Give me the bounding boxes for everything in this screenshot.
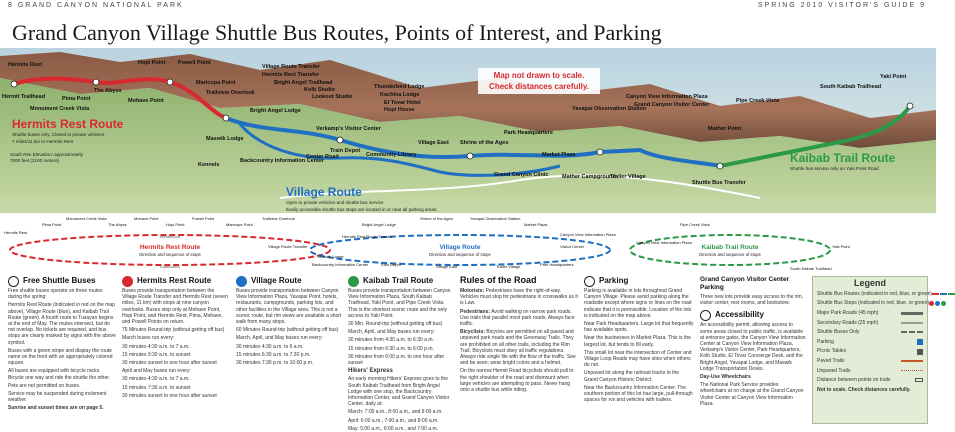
map-legend: Legend Shuttle Bus Routes (indicated in red, blue, or green) Shuttle Bus Stops (indicated in red, blue, or green) Major Park Roads (45 mph) Secondary Roads (25 mph) Shuttle Buses Only Parking Picnic Tables Paved Trails Unpaved Trails Distance between points on trails Not to scale. Check distances carefully. [812, 276, 928, 424]
hermits-route-column: Hermits Rest Route Buses provide transportation between the Village Route Transfer and Hermits Rest (seven miles, 11 km) with stops at nine canyon overlooks. Buses stop only at Mohave Point, Hopi Point, and Hermits Rest, Pima, Mohave, and Powell Points on return. 75 Minutes Round-trip (without getting off bus) March buses run every: 30 minutes 4:30 a.m. to 7 a.m. 15 minutes 9:30 a.m. to sunset 30 minutes sunset to one hour after sunset April and May buses run every: 30 minutes 4:30 a.m. to 7 a.m. 15 minutes 7:30 a.m. to sunset 30 minutes sunset to one hour after sunset [122, 276, 228, 399]
map-place-label: Hermit Trailhead [2, 94, 46, 100]
info-panel [0, 272, 936, 432]
diagram-stop-label: Yaki Point [832, 244, 850, 249]
legend-row: Not to scale. Check distances carefully. [817, 386, 911, 393]
map-place-label: Trailer Village [610, 174, 646, 180]
red-route-icon [122, 276, 133, 287]
kaibab-route-column: Kaibab Trail Route Buses provide transportation between Canyon View Information Plaza, South Kaibab Trailhead, Yaki Point, and Pipe Creek Vista. This is the shortest scenic route and the only access to Yaki Point. 30 Min. Round-trip (without getting off bus) March, April, and May buses run every: 30 minutes from 4:30 a.m. to 6:30 a.m. 15 minutes from 6:30 a.m. to 6:00 p.m. 30 minutes from 6:00 p.m. to one hour after sunset Hikers' Express An early morning Hikers' Express goes to the South Kaibab Trailhead from Bright Angel Lodge with one stop, the Backcountry Information Center, and Grand Canyon Visitor Center, daily at: March: 7:00 a.m., 8:00 a.m., and 9:00 a.m. April: 6:00 a.m., 7:00 a.m., and 8:00 a.m. May: 5:00 a.m., 6:00 a.m., and 7:00 a.m. [348, 276, 451, 432]
diagram-stop-label: Yavapai Observation Station [470, 216, 521, 221]
bus-stop-marker[interactable] [907, 103, 913, 109]
diagram-stop-label: Canyon View Information Plaza [560, 232, 616, 237]
shuttle-bus-icon [8, 276, 19, 287]
unpaved-trail-swatch [901, 370, 923, 371]
diagram-stop-label: South Kaibab Trailhead [790, 266, 832, 271]
diagram-stop-label: Backcountry Information Center [312, 262, 369, 267]
legend-row: Picnic Tables [817, 347, 923, 357]
map-place-label: Kolb Studio [304, 87, 335, 93]
svg-text:Hermits Rest Route: Hermits Rest Route [139, 244, 201, 251]
bus-stop-marker[interactable] [167, 79, 173, 85]
svg-text:Direction and sequence of stop: Direction and sequence of stops [429, 252, 491, 257]
svg-text:Easily accessible shuttle bus: Easily accessible shuttle bus stops are located in or near all parking areas. [286, 207, 438, 212]
blue-route-icon [236, 276, 247, 287]
map-place-label: Hopi House [384, 107, 415, 113]
legend-row: Shuttle Bus Routes (indicated in red, blue, or green) [817, 289, 923, 299]
map-place-label: Bright Angel Trailhead [274, 80, 333, 86]
map-place-label: Lookout Studio [312, 94, 353, 100]
shuttle-map [0, 48, 936, 272]
route-diagram-background [0, 213, 936, 272]
scale-warning-box [478, 68, 600, 94]
map-place-label: Center Road [306, 154, 339, 160]
map-place-label: Hermits Rest [8, 62, 42, 68]
map-place-label: Thunderbird Lodge [374, 84, 425, 90]
map-place-label: Canyon View Information Plaza [626, 94, 708, 100]
header-right: SPRING 2010 VISITOR'S GUIDE 9 [757, 2, 926, 9]
diagram-stop-label: Train Depot [380, 262, 401, 267]
map-place-label: Kachina Lodge [380, 92, 420, 98]
diagram-stop-label: Village East [436, 264, 458, 269]
map-place-label: South Kaibab Trailhead [820, 84, 882, 90]
diagram-stop-label: Monument Creek Vista [66, 216, 107, 221]
map-place-label: Kennels [198, 162, 220, 168]
map-place-label: Maricopa Point [196, 80, 236, 86]
svg-text:Shuttle buses only. Closed to: Shuttle buses only. Closed to private vehicles. [12, 132, 106, 137]
svg-text:Direction and sequence of stop: Direction and sequence of stops [139, 252, 201, 257]
map-place-label: Village Route Transfer [262, 64, 320, 70]
map-place-label: Shrine of the Ages [460, 140, 509, 146]
header-left: 8 GRAND CANYON NATIONAL PARK [8, 2, 184, 9]
svg-text:Hermits Rest Route: Hermits Rest Route [12, 117, 124, 131]
diagram-stop-label: Park Headquarters [540, 262, 574, 267]
map-place-label: Verkamp's Visitor Center [316, 126, 381, 132]
scale-note-line-1: Map not drawn to scale. [493, 71, 585, 80]
scale-note-line-2: Check distances carefully. [489, 82, 589, 91]
map-place-label: The Abyss [94, 88, 122, 94]
accessibility-icon [700, 310, 711, 321]
svg-text:Kaibab Trail Route: Kaibab Trail Route [790, 151, 896, 165]
map-place-label: Pipe Creek Vista [736, 98, 780, 104]
diagram-stop-label: Powell Point [192, 216, 215, 221]
legend-row: Major Park Roads (45 mph) [817, 308, 923, 318]
svg-text:Westbound: Westbound [159, 234, 181, 239]
bus-stop-marker[interactable] [337, 137, 343, 143]
major-road-swatch [901, 312, 923, 315]
parking-icon [584, 276, 595, 287]
diagram-stop-label: Bright Angel Lodge [362, 222, 396, 227]
green-route-swatch [948, 293, 955, 295]
bus-stop-marker[interactable] [11, 81, 17, 87]
diagram-stop-label: Canyon View Information Plaza [636, 240, 692, 245]
svg-text:Open to private vehicles and s: Open to private vehicles and shuttle bus service. [286, 200, 385, 205]
secondary-road-swatch [901, 322, 923, 324]
diagram-stop-label: Hopi Point [166, 222, 185, 227]
visitor-center-column: Grand Canyon Visitor Center Parking Three new lots provide easy access to the rim, visitor center, rest rooms, and bookstore. Accessibility An accessibility permit, allowing access to some areas closed to public traffic, is available at entrance gates, the Canyon View Information Center at Canyon View Information Plaza, Verkamp's Visitor Center, Park Headquarters, Kolb Studio, El Tovar Concierge Desk, and the Bright Angel, Yavapai Lodge, and Maswik Lodge Transportation Desks. Day-Use Wheelchairs The National Park Service provides wheelchairs at no charge at the Grand Canyon Visitor Center at Canyon View Information Plaza. [700, 276, 806, 407]
legend-row: Paved Trails [817, 356, 923, 366]
diagram-stop-label: Shrine of the Ages [420, 216, 453, 221]
map-place-label: Maswik Lodge [206, 136, 244, 142]
diagram-stop-label: Maricopa Point [226, 222, 253, 227]
red-route-swatch [932, 293, 939, 295]
svg-text:Eastbound: Eastbound [160, 264, 180, 269]
bus-stop-marker[interactable] [717, 163, 723, 169]
map-place-label: Yavapai Observation Station [572, 106, 647, 112]
legend-row: Secondary Roads (25 mph) [817, 318, 923, 328]
legend-row: Unpaved Trails [817, 366, 923, 376]
map-place-label: Train Depot [330, 148, 361, 154]
svg-text:Village Route: Village Route [286, 185, 362, 199]
map-place-label: Bright Angel Lodge [250, 108, 301, 114]
page-title: Grand Canyon Village Shuttle Bus Routes, Points of Interest, and Parking [12, 20, 662, 45]
diagram-stop-label: Hermits Rest [4, 230, 28, 235]
diagram-stop-label: Pima Point [42, 222, 62, 227]
green-route-icon [348, 276, 359, 287]
diagram-stop-label: Mohave Point [134, 216, 159, 221]
diagram-stop-label: Maswik Lodge [318, 254, 344, 259]
map-place-label: Community Library [366, 152, 417, 158]
parking-column: Parking Parking is available in lots throughout Grand Canyon Village. Please avoid parking along the roadside except where signs or lines on the road indicate that it is permissible. Location of the lots is indicated on the map above. Near Park Headquarters. Large lot that frequently has available spots. Near the businesses in Market Plaza. This is the largest lot, but tends to fill early. This small lot near the intersection of Center and Village Loop Roads may have sites when others do not. Unpaved lot along the railroad tracks in the Grand Canyon Historic District. Near the Backcountry Information Center. The southern portion of this lot has large, pull-through spaces for rvs and vehicles with trailers. [584, 276, 694, 404]
svg-text:Direction and sequence of stop: Direction and sequence of stops [699, 252, 761, 257]
distance-marker-icon [915, 378, 923, 382]
diagram-stop-label: Village Route Transfer [268, 244, 308, 249]
map-place-label: Monument Creek Vista [30, 106, 90, 112]
map-place-label: Hermits Rest Transfer [262, 72, 320, 78]
svg-text:Village Route: Village Route [439, 244, 481, 251]
diagram-stop-label: Trailer Village [496, 264, 521, 269]
diagram-stop-label: Visitor Center [560, 244, 585, 249]
diagram-stop-label: The Abyss [108, 222, 127, 227]
diagram-stop-label: Hermits Rest Route Transfer [342, 234, 393, 239]
map-place-label: Grand Canyon Clinic [494, 172, 549, 178]
page-header [0, 0, 936, 12]
legend-row: Shuttle Bus Stops (indicated in red, blue, or green) [817, 299, 923, 309]
map-place-label: Yaki Point [880, 74, 907, 80]
map-place-label: Village East [418, 140, 449, 146]
map-place-label: Mather Point [708, 126, 742, 132]
map-place-label: Hopi Point [138, 60, 166, 66]
paved-trail-swatch [901, 360, 923, 362]
diagram-stop-label: Pipe Creek Vista [680, 222, 710, 227]
map-place-label: Pima Point [62, 96, 91, 102]
svg-text:Shuttle bus service only on Ya: Shuttle bus service only on Yaki Point Road [790, 166, 879, 171]
map-place-label: Market Plaza [542, 152, 576, 158]
bus-stop-marker[interactable] [597, 149, 603, 155]
legend-row: Parking [817, 337, 923, 347]
green-stop-icon [941, 301, 946, 306]
bus-stop-marker[interactable] [93, 79, 99, 85]
rim-elevation-line-2: 7000 feet (2100 meters) [10, 158, 60, 163]
legend-row: Distance between points on trails [817, 376, 923, 386]
rim-elevation-line-1: South Rim Elevation: approximately [10, 152, 83, 157]
free-shuttle-column: Free Shuttle Buses Free shuttle buses operate on three routes during the spring: Hermits Rest Route (indicated in red on the map above), Village Route (blue), and Kaibab Trail Route (green). A fourth route to Tusayan begins at the end of May. The routes intersect, but do not overlap. No tickets are required, and bus stops are clearly marked by signs with the above symbol. Buses with a green stripe and display the route name on the front with an appropriately colored square. All buses are equipped with bicycle racks. Bicycle one way and ride the shuttle the other. Pets are not permitted on buses. Service may be suspended during inclement weather. Sunrise and sunset times are on page 5. [8, 276, 116, 412]
map-place-label: Mather Campground [562, 174, 616, 180]
blue-stop-icon [935, 301, 940, 306]
rules-column: Rules of the Road Motorists: Pedestrians have the right-of-way. Vehicles must stop for pedestrians in crosswalks as it is Law. Pedestrians: Avoid walking on narrow park roads. Use trails that parallel most park roads. Always face traffic. Bicyclists: Bicycles are permitted on all paved and unpaved park roads and the Greenway Trails. They are prohibited on all other trails, including the Rim Trail. Bicyclists must obey all traffic regulations. Always ride single file with the flow of the traffic. See and be seen; wear bright colors and a helmet. On the narrow Hermit Road bicyclists should pull to the right shoulder of the road and dismount when large vehicles are attempting to pass. Never hang onto a shuttle bus while riding. [460, 275, 578, 394]
map-place-label: Park Headquarters [504, 130, 553, 136]
red-stop-icon [929, 301, 934, 306]
map-place-label: El Tovar Hotel [384, 100, 421, 106]
bus-stop-marker[interactable] [223, 115, 229, 121]
svg-text:Kaibab Trail Route: Kaibab Trail Route [701, 244, 759, 251]
picnic-table-icon [917, 349, 923, 355]
village-route-column: Village Route Buses provide transportation between Canyon View Information Plaza, Yavapai Point, hotels, restaurants, campgrounds, parking lots, and other facilities in the Village area. This is not a scenic route, but rim views are available a short walk from many stops. 60 Minutes Round-trip (without getting off bus) March, April, and May buses run every: 30 minutes 4:30 a.m. to 6 a.m. 15 minutes 6:30 a.m. to 7:30 p.m. 30 minutes 7:30 p.m. to 10:00 p.m. [236, 276, 342, 367]
parking-icon [917, 339, 923, 345]
map-place-label: Backcountry Information Center [240, 158, 325, 164]
map-place-label: Mohave Point [128, 98, 164, 104]
blue-route-swatch [940, 293, 947, 295]
map-place-label: Trailview Overlook [206, 90, 255, 96]
diagram-stop-label: Trailview Overlook [262, 216, 295, 221]
bus-only-road-swatch [901, 331, 923, 333]
diagram-stop-label: Market Plaza [524, 222, 548, 227]
bus-stop-marker[interactable] [467, 153, 473, 159]
map-place-label: Powell Point [178, 60, 211, 66]
map-place-label: Grand Canyon Visitor Center [634, 102, 710, 108]
map-place-label: Shuttle Bus Transfer [692, 180, 746, 186]
svg-text:7 miles/11 km to Hermits Rest: 7 miles/11 km to Hermits Rest [12, 139, 73, 144]
legend-row: Shuttle Buses Only [817, 328, 923, 338]
